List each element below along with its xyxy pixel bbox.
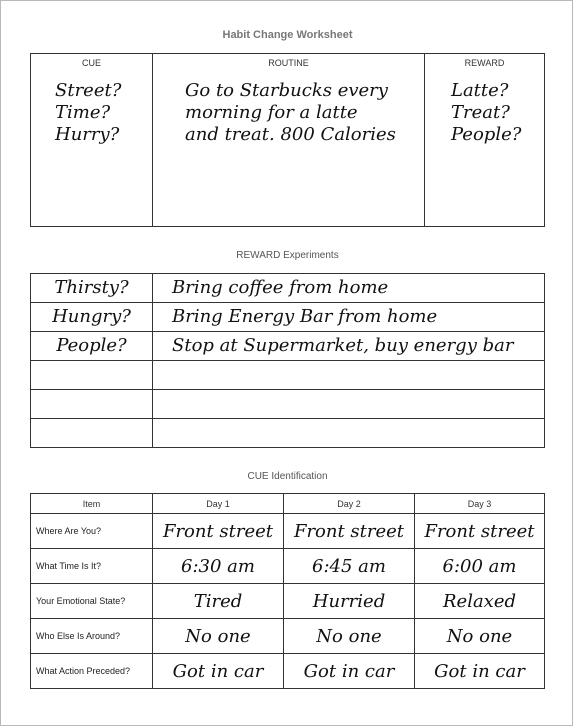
reward-question: Thirsty? [31,274,153,303]
reward-experiments-title: REWARD Experiments [236,250,339,261]
page-title: Habit Change Worksheet [222,29,353,41]
reward-header: REWARD [464,58,505,68]
day-value: Got in car [284,654,415,689]
reward-line: Treat? [451,102,510,123]
item-label: What Action Preceded? [31,654,153,689]
table-row [31,274,545,303]
reward-line: People? [451,124,522,145]
reward-experiments-table [30,273,545,448]
day-value: Front street [284,514,415,549]
habit-loop-table [30,53,545,227]
day-value: Got in car [153,654,284,689]
item-label: Who Else Is Around? [31,619,153,654]
day-value: Got in car [415,654,545,689]
day-value: No one [153,619,284,654]
routine-content [153,80,424,146]
day-value: 6:30 am [153,549,284,584]
item-label: What Time Is It? [31,549,153,584]
reward-experiment: Stop at Supermarket, buy energy bar [153,332,545,361]
column-header: Day 2 [284,494,415,514]
column-header: Item [31,494,153,514]
routine-line: morning for a latte [185,102,358,123]
reward-content [425,80,544,146]
table-row [31,514,545,549]
table-header-row [31,494,545,514]
table-row [31,584,545,619]
reward-line: Latte? [451,80,509,101]
reward-question [31,419,153,448]
item-label: Your Emotional State? [31,584,153,619]
reward-question: Hungry? [31,303,153,332]
cue-identification-table [30,493,545,689]
cue-header: CUE [81,58,101,68]
table-row [31,419,545,448]
routine-line: Go to Starbucks every [185,80,388,101]
reward-experiment: Bring coffee from home [153,274,545,303]
day-value: Relaxed [415,584,545,619]
column-header: Day 1 [153,494,284,514]
column-header: Day 3 [415,494,545,514]
day-value: No one [284,619,415,654]
table-row [31,361,545,390]
cue-cell [31,54,153,227]
reward-experiment [153,361,545,390]
routine-cell [153,54,425,227]
table-row [31,619,545,654]
day-value: 6:45 am [284,549,415,584]
reward-question [31,361,153,390]
reward-question: People? [31,332,153,361]
routine-header: ROUTINE [268,58,309,68]
day-value: Hurried [284,584,415,619]
day-value: 6:00 am [415,549,545,584]
item-label: Where Are You? [31,514,153,549]
table-row [31,332,545,361]
cue-line: Hurry? [55,124,120,145]
reward-experiment [153,390,545,419]
reward-experiment: Bring Energy Bar from home [153,303,545,332]
reward-cell [425,54,545,227]
cue-line: Time? [55,102,111,123]
day-value: Front street [153,514,284,549]
table-row [31,390,545,419]
table-row [31,303,545,332]
table-row [31,654,545,689]
cue-content [31,80,152,146]
day-value: Tired [153,584,284,619]
table-row [31,549,545,584]
cue-identification-title: CUE Identification [247,471,328,482]
day-value: No one [415,619,545,654]
reward-experiment [153,419,545,448]
reward-question [31,390,153,419]
routine-line: and treat. 800 Calories [185,124,396,145]
day-value: Front street [415,514,545,549]
cue-line: Street? [55,80,122,101]
